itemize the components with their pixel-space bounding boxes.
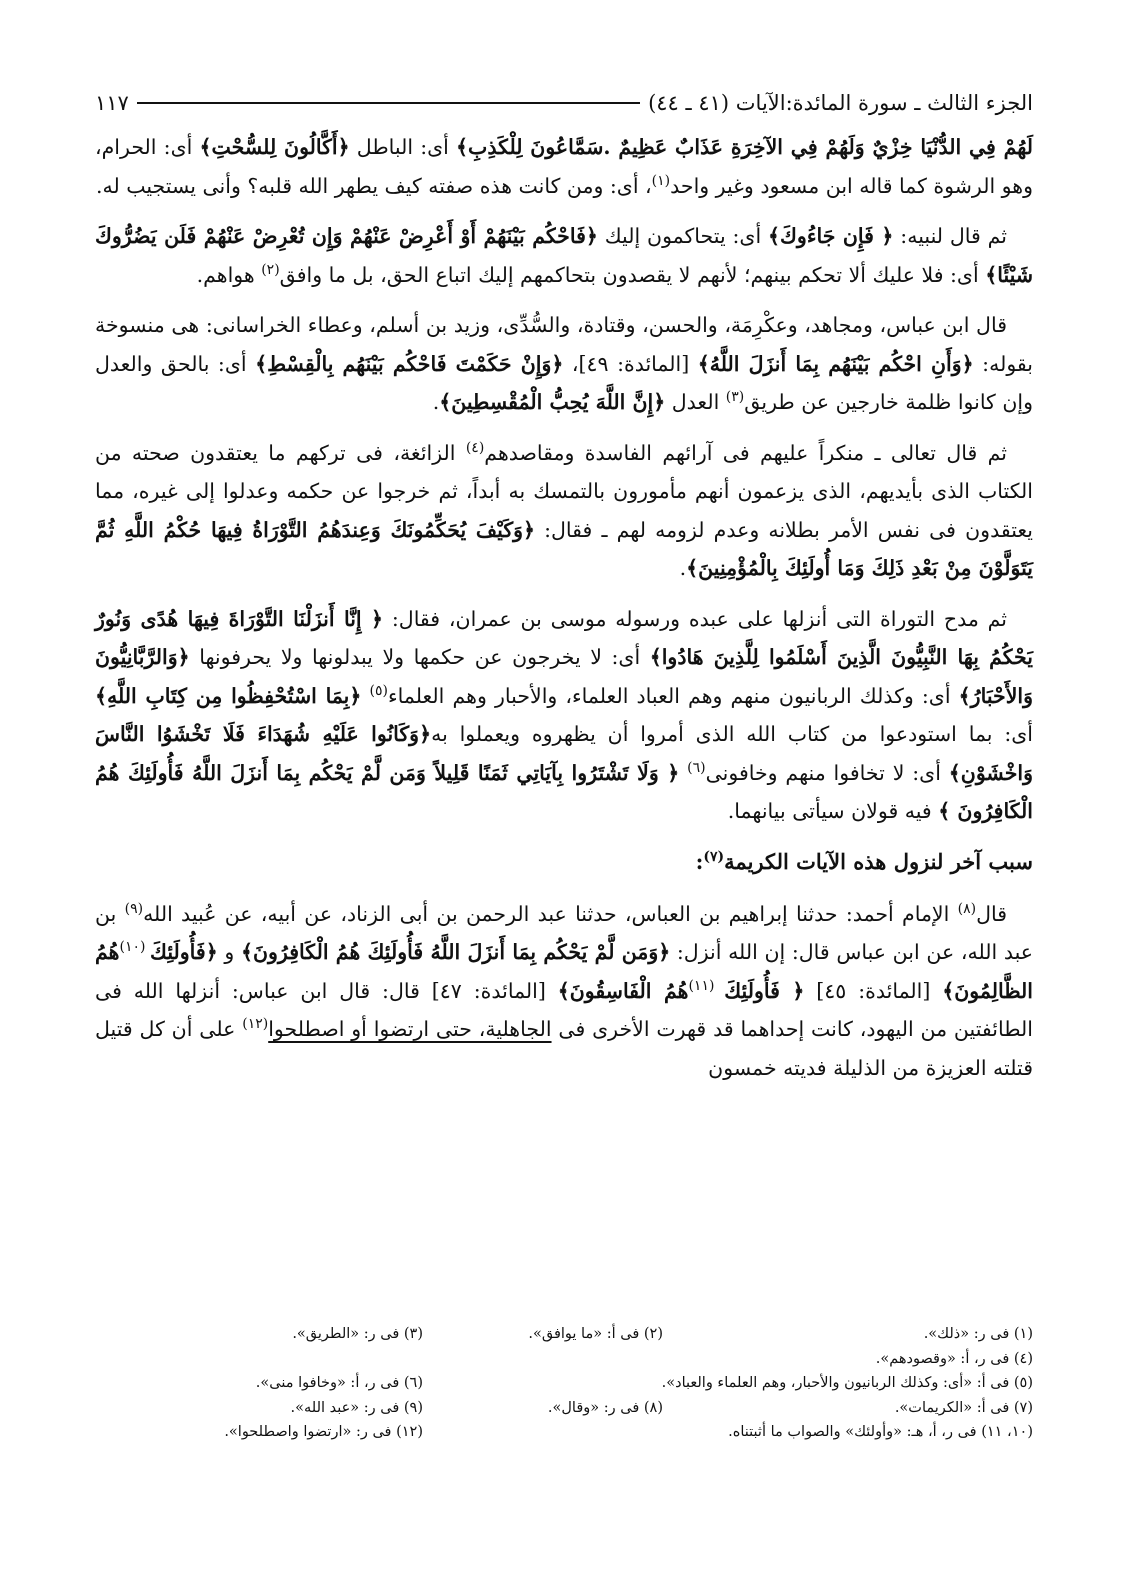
- text-run: [المائدة: ٤٧] قال: قال ابن عباس: أنزلها الله فى الطائفتين من اليهود، كانت إحداهما قد قهرت الأخرى فى: [95, 978, 1033, 1041]
- text-run: على أن كل قتيل قتلته العزيزة من الذليلة فديته خمسون: [95, 1017, 1033, 1080]
- quran-verse: هُمُ الْفَاسِقُونَ﴾: [557, 978, 689, 1003]
- running-header: [95, 88, 1033, 118]
- text-run: ، أى: ومن كانت هذه صفته كيف يطهر الله قلبه؟ وأنى يستجيب له.: [95, 173, 652, 198]
- footnote-3: (٣) فى ر: «الطريق».: [292, 1326, 423, 1342]
- footnote-ref: (٣): [725, 389, 745, 406]
- header-rule: [137, 102, 640, 104]
- footnote-9: (٩) فى ر: «عبد الله».: [290, 1399, 423, 1416]
- text-run: أى: يتحاكمون إليك: [597, 224, 769, 248]
- text-run: [361, 684, 369, 708]
- header-title: الجزء الثالث ـ سورة المائدة:الآيات (٤١ ـ ٤٤): [648, 91, 1033, 115]
- text-run: أى: بما استودعوا من كتاب الله الذى أمروا أن يظهروه ويعملوا به: [431, 722, 1033, 746]
- footnote-row: [95, 1420, 1033, 1445]
- quran-verse: ﴿بِمَا اسْتُحْفِظُوا مِن كِتَابِ اللَّهِ﴾: [95, 683, 362, 708]
- footnote-2: (٢) فى أ: «ما يوافق».: [528, 1326, 663, 1342]
- footnote-ref: (١١): [688, 977, 725, 994]
- footnote-row: [95, 1396, 1033, 1421]
- paragraph-6: [95, 895, 1033, 1088]
- text-run: أى: فلا عليك ألا تحكم بينهم؛ لأنهم لا يقصدون بتحاكمهم إليك اتباع الحق، بل ما وافق: [279, 262, 986, 287]
- paragraph-2: [95, 217, 1033, 294]
- text-run: و: [217, 940, 241, 964]
- text-run: [المائدة: ٤٥]: [804, 978, 943, 1003]
- paragraph-1: [95, 128, 1033, 205]
- quran-verse: ﴿وَمَن لَّمْ يَحْكُم بِمَا أَنزَلَ اللَّهُ فَأُولَئِكَ هُمُ الْكَافِرُونَ﴾: [240, 940, 671, 964]
- text-run: أى: الباطل: [349, 135, 457, 159]
- text-run: قال ابن عباس، ومجاهد، وعكْرِمَة، والحسن، وقتادة، والسُّدِّى، وزيد بن أسلم، وعطاء الخراسانى: هى منسوخة بقوله:: [95, 313, 1033, 376]
- footnotes: [95, 1322, 1033, 1445]
- quran-verse: ﴿فَأُولَئِكَ: [150, 940, 218, 964]
- footnote-6: (٦) فى ر، أ: «وخافوا منى».: [255, 1375, 423, 1391]
- footnote-ref: (٧): [703, 848, 725, 865]
- paragraph-4: [95, 434, 1033, 588]
- quran-verse: ﴿ فَإِن جَاءُوكَ﴾: [768, 224, 894, 248]
- text-run: ثم قال لنبيه:: [893, 224, 1008, 248]
- underlined-text: الجاهلية، حتى ارتضوا أو اصطلحوا: [268, 1017, 552, 1041]
- footnote-ref: (١٠): [119, 939, 151, 956]
- quran-verse: لَهُمْ فِي الدُّنْيَا خِزْيٌ وَلَهُمْ فِي الآخِرَةِ عَذَابٌ عَظِيمٌ .سَمَّاعُونَ لِلْكَذِبِ﴾: [456, 135, 1034, 159]
- text-run: [679, 761, 687, 785]
- quran-verse: ﴿إِنَّ اللَّهَ يُحِبُّ الْمُقْسِطِينَ﴾: [439, 390, 666, 414]
- quran-verse: هُمُ الظَّالِمُونَ﴾: [95, 940, 1033, 1003]
- text-run: أى: بالحق والعدل وإن كانوا ظلمة خارجين عن طريق: [95, 351, 1033, 414]
- main-text: [95, 128, 1033, 1099]
- text-run: أى: لا يخرجون عن حكمها ولا يبدلونها ولا يحرفونها: [189, 645, 650, 669]
- quran-verse: ﴿وَإِنْ حَكَمْتَ فَاحْكُم بَيْنَهُم بِالْقِسْطِ﴾: [255, 351, 564, 376]
- text-run: .: [679, 556, 687, 580]
- text-run: [المائدة: ٤٩]،: [563, 351, 698, 376]
- footnote-ref: (٨): [957, 900, 977, 917]
- footnote-row: [95, 1322, 1033, 1347]
- paragraph-3: [95, 306, 1033, 422]
- quran-verse: ﴿وَكَيْفَ يُحَكِّمُونَكَ وَعِندَهُمُ التَّوْرَاةُ فِيهَا حُكْمُ اللَّهِ ثُمَّ يَتَوَلَّوْنَ مِنْ بَعْدِ ذَلِكَ وَمَا أُولَئِكَ بِالْمُؤْمِنِينَ﴾: [95, 517, 1033, 580]
- page-number: ١١٧: [95, 91, 129, 115]
- text-run: أى: الحرام، وهو الرشوة كما قاله ابن مسعود وغير واحد: [95, 135, 1033, 198]
- quran-verse: ﴿ فَأُولَئِكَ: [724, 978, 805, 1003]
- text-run: .: [432, 390, 440, 414]
- text-run: الزائغة، فى تركهم ما يعتقدون صحته من الكتاب الذى بأيديهم، الذى يزعمون أنهم مأمورون بالتمسك به أبداً، ثم خرجوا عن حكمه وعدلوا إلى غيره، مما يعتقدون فى نفس الأمر بطلانه وعدم لزومه لهم ـ فقال:: [95, 440, 1033, 542]
- section-heading: [95, 843, 1033, 881]
- quran-verse: ﴿ وَلَا تَشْتَرُوا بِآيَاتِي ثَمَنًا قَلِيلاً وَمَن لَّمْ يَحْكُم بِمَا أَنزَلَ اللَّهُ فَأُولَئِكَ هُمُ الْكَافِرُونَ ﴾: [95, 760, 1033, 823]
- paragraph-5: [95, 600, 1033, 831]
- text-run: بن عبد الله، عن ابن عباس قال: إن الله أنزل:: [95, 901, 1034, 964]
- quran-verse: ﴿أَكَّالُونَ لِلسُّحْتِ﴾: [199, 135, 350, 159]
- footnote-row: [95, 1347, 1033, 1372]
- text-run: العدل: [665, 390, 726, 414]
- text-run: ثم قال تعالى ـ منكراً عليهم فى آرائهم الفاسدة ومقاصدهم: [484, 440, 1007, 465]
- text-run: قال: [976, 901, 1008, 926]
- text-run: أى: لا تخافوا منهم وخافونى: [705, 760, 949, 785]
- footnote-row: [95, 1371, 1033, 1396]
- text-run: الإمام أحمد: حدثنا إبراهيم بن العباس، حدثنا عبد الرحمن بن أبى الزناد، عن أبيه، عن عُبيد الله: [143, 901, 958, 926]
- footnote-ref: (٦): [687, 759, 706, 776]
- footnote-7: (٧) فى أ: «الكريمات».: [894, 1399, 1033, 1416]
- quran-verse: ﴿وَالرَّبَّانِيُّونَ وَالأَحْبَارُ﴾: [95, 645, 1033, 708]
- footnote-10-11: (١٠، ١١) فى ر، أ، هـ: «وأولئك» والصواب ما أثبتناه.: [728, 1424, 1033, 1440]
- footnote-8: (٨) فى ر: «وقال».: [547, 1399, 663, 1416]
- footnote-ref: (٢): [261, 261, 280, 278]
- footnote-ref: (٩): [124, 900, 144, 917]
- text-run: فيه قولان سيأتى بيانهما.: [727, 799, 939, 823]
- quran-verse: ﴿وَأَنِ احْكُم بَيْنَهُم بِمَا أَنزَلَ اللَّهُ﴾: [697, 351, 974, 376]
- quran-verse: ﴿ إِنَّا أَنزَلْنَا التَّوْرَاةَ فِيهَا هُدًى وَنُورٌ يَحْكُمُ بِهَا النَّبِيُّونَ الَّذِينَ أَسْلَمُوا لِلَّذِينَ هَادُوا﴾: [95, 606, 1033, 669]
- text-run: ثم مدح التوراة التى أنزلها على عبده ورسوله موسى بن عمران، فقال:: [383, 606, 1007, 631]
- footnote-12: (١٢) فى ر: «ارتضوا واصطلحوا».: [224, 1424, 423, 1440]
- footnote-1: (١) فى ر: «ذلك».: [923, 1326, 1033, 1342]
- footnote-4: (٤) فى ر، أ: «وقصودهم».: [875, 1350, 1033, 1367]
- quran-verse: ﴿وَكَانُوا عَلَيْهِ شُهَدَاءَ فَلَا تَخْشَوُا النَّاسَ وَاخْشَوْنِ﴾: [95, 722, 1033, 785]
- footnote-ref: (٤): [465, 439, 485, 456]
- footnote-ref: (١٢): [242, 1016, 269, 1033]
- text-run: أى: وكذلك الربانيون منهم وهم العباد العلماء، والأحبار وهم العلماء: [388, 683, 959, 708]
- text-run: هواهم.: [196, 262, 262, 287]
- footnote-ref: (٥): [369, 682, 389, 699]
- footnote-5: (٥) فى أ: «أى: وكذلك الربانيون والأحبار، وهم العلماء والعباد».: [661, 1375, 1033, 1391]
- heading-colon: :: [695, 848, 704, 874]
- heading-text: سبب آخر لنزول هذه الآيات الكريمة: [724, 848, 1033, 874]
- footnote-ref: (١): [651, 172, 671, 189]
- quran-verse: ﴿فَاحْكُم بَيْنَهُمْ أَوْ أَعْرِضْ عَنْهُمْ وَإِن تُعْرِضْ عَنْهُمْ فَلَن يَضُرُّوكَ شَيْئًا﴾: [95, 224, 1033, 287]
